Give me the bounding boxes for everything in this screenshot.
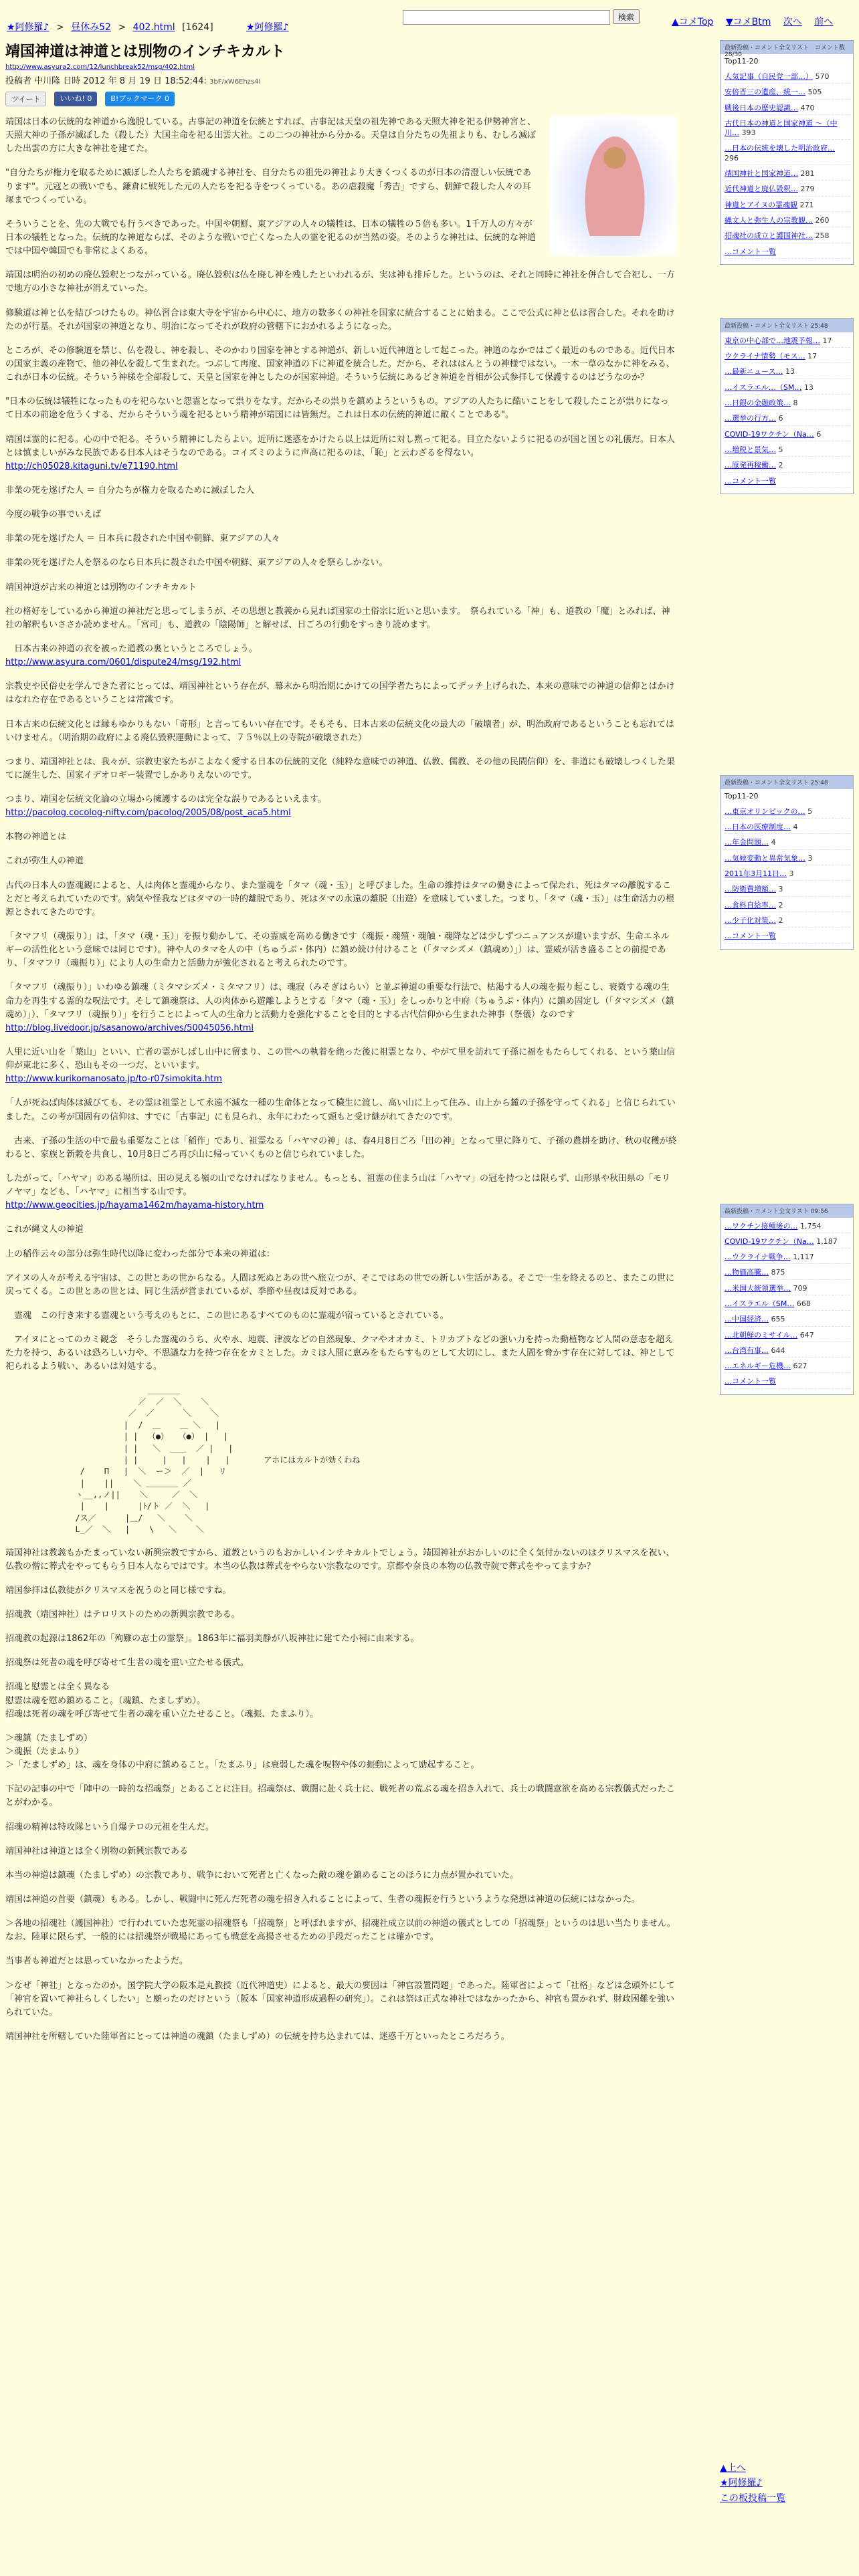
paragraph: 修験道は神と仏を結びつけたもの。神仏習合は東大寺を宇宙から中心に、地方の数多くの神社を国家に統合することに始まる。ここで公式に神と仏は習合した。それを助けたのが行基。それが国家の神道となり、明治になってそれが政府の管轄下におかれるようになった。 <box>5 308 675 332</box>
sidebar-item-count: 709 <box>793 1283 807 1293</box>
ranking-widget <box>720 318 854 494</box>
paragraph: 古来、子孫の生活の中で最も重要なことは「稲作」であり、祖霊なる「ハヤマの神」は、春4月8日ごろ「田の神」となって里に降りて、子孫の農耕を助け、秋の収穫が終わると、家族と新穀を共食し、10月8日ごろ再び山に帰っていくものと信じられていました。 <box>5 1136 677 1160</box>
sidebar-item-link[interactable]: …日銀の金融政策… <box>725 399 791 408</box>
paragraph: 本当の神道は鎮魂（たましずめ）の宗教であり、戦争において死者と亡くなった敵の魂を鎮めることのほうに力点が置かれていた。 <box>5 1870 519 1881</box>
paragraph: 「タマフリ（魂振り）」は、「タマ（魂・玉）」を振り動かして、その霊威を高める働きです（魂振・魂殖・魂触・魂降などは少しずつニュアンスが違いますが、生命エネルギーの活性化という意味では同じです）。神や人のタマを人の中（ちゅうぶ・体内）に鎮め続け付けること（「タマシズメ（鎮魂め）」）は、霊威が活き盛ることの前提であり、「タマフリ（魂振り）」により人の生命力と活動力が強化されると考えられたのです。 <box>5 932 670 969</box>
sidebar-item-link[interactable]: …米国大統領選挙… <box>725 1283 791 1293</box>
sidebar-item-link[interactable]: 靖国神社と国家神道… <box>725 169 798 179</box>
article-main <box>5 40 677 2054</box>
breadcrumb-board-link[interactable]: 昼休み52 <box>71 22 111 33</box>
sidebar-item-link[interactable]: …年金問題… <box>725 838 769 847</box>
paragraph: 靖国は日本の伝統的な神道から逸脱している。古事記の神道を伝統とすれば、古事記は天皇の祖先神である天照大神を祀る伊勢神宮と、天照大神の子孫が滅ぼした（殺した）大国主命を祀る出雲大社。この二つの神社から分かる。天皇は自分たちの先祖よりも、むしろ滅ぼした出雲の方に大きな神社を建てた。 <box>5 117 537 154</box>
sidebar-list-item <box>725 803 850 819</box>
sidebar-list-item <box>725 395 850 410</box>
sidebar-item-count: 8 <box>793 399 798 408</box>
paragraph: 靖国神社を所轄していた陸軍省にとっては神道の魂鎮（たましずめ）の伝統を持ち込まれては、迷惑千万といったところだろう。 <box>5 2032 510 2042</box>
sidebar-item-link[interactable]: …東京オリンピックの… <box>725 807 805 816</box>
paragraph: アイヌの人々が考える宇宙は、この世とあの世からなる。人間は死ぬとあの世へ旅立つが、そこではあの世での新しい生活がある。そこで一生を終えるのと、またこの世に戻ってくる。この世とあの世とは、同じ生活が営まれているが、季節や昼夜は反対である。 <box>5 1273 674 1297</box>
sidebar-item-link[interactable]: …日本の伝統を壊した明治政府… <box>725 144 835 153</box>
paragraph: 非業の死を遂げた人 ＝ 日本兵に殺された中国や朝鮮、東アジアの人々 <box>5 534 280 544</box>
sidebar-item-count: 13 <box>785 367 795 377</box>
sidebar-item-count: 281 <box>800 169 815 179</box>
comment-top-link[interactable]: ▲コメTop <box>672 17 714 27</box>
sidebar-item-count: 1,117 <box>793 1253 814 1262</box>
paragraph: 人里に近い山を「葉山」といい、亡者の霊がしばし山中に留まり、この世への執着を絶った後に祖霊となり、やがて里を訪れて子孫に福をもたらしてくれる、という葉山信仰が東北に多く、恐山もその一つだ、といいます。 <box>5 1047 676 1071</box>
sidebar-list-item <box>725 140 850 165</box>
sidebar-list-item <box>725 928 850 943</box>
paragraph: 靖国は明治の初めの廃仏毀釈とつながっている。廃仏毀釈は仏を廃し神を残したといわれるが、実は神も排斥した。というのは、それと同時に神社を併合して合祀し、一方で地方の小さな神社が消えていった。 <box>5 270 675 294</box>
source-link[interactable]: http://www.asyura.com/0601/dispute24/msg/192.html <box>5 657 242 668</box>
paragraph: 「タマフリ（魂振り）」いわゆる鎮魂（ミタマシズメ・ミタマフリ）は、魂寂（みそぎはらい）と並ぶ神道の重要な行法で、枯渇する人の魂を振り起こし、衰微する魂の生命力を再生する霊的な呪法です。そして鎮魂祭は、人の肉体から遊離しようとする「タマ（魂・玉）」をしっかりと中府（ちゅうぶ・体内）に鎮め固定し（「タマシズメ（鎮魂め）」）、「タマフリ（魂振り）」を行うことによって人の生命力と活動力を強化することを目的とする古代信仰から生まれた神事（祭儀）なのです <box>5 982 674 1020</box>
sidebar-item-count: 1,754 <box>799 1221 822 1230</box>
sidebar-list-item <box>725 850 850 865</box>
paragraph: 靖国神社は神道とは全く別物の新興宗教である <box>5 1846 189 1856</box>
sidebar-item-link[interactable]: COVID-19ワクチン（Na… <box>725 1237 814 1246</box>
sidebar-item-count: 6 <box>778 414 783 423</box>
sidebar-list-item <box>725 1295 850 1311</box>
paragraph: 慰霊は魂を慰め鎮めること。（魂鎮、たましずめ）。 <box>5 1695 206 1706</box>
sidebar-item-link[interactable]: …北朝鮮のミサイル… <box>725 1330 798 1339</box>
sidebar-list-item <box>725 865 850 881</box>
sidebar-item-link[interactable]: …防衛費増額… <box>725 885 776 894</box>
sidebar-item-link[interactable]: 東京の中心部で…地震予報… <box>725 336 820 345</box>
prev-link[interactable]: 前へ <box>814 17 834 27</box>
sidebar-list-item <box>725 227 850 243</box>
sidebar-item-link[interactable]: …食料自給率… <box>725 900 776 909</box>
tweet-button[interactable]: ツイート <box>5 92 46 106</box>
widget-list <box>721 68 853 264</box>
breadcrumb <box>7 20 217 33</box>
sidebar-item-link[interactable]: …エネルギー危機… <box>725 1362 791 1371</box>
sidebar-list-item <box>725 197 850 212</box>
paragraph: 上の稲作云々の部分は弥生時代以降に変わった部分で本来の神道は： <box>5 1249 275 1259</box>
ascii-art: ＿＿＿＿ ／ ／ ＼ ＼ ／ ／ ＼ ＼ | / ＿ ＿ ＼ | | | （●） （●） | | | | ＼ ＿＿ ／ | | | | | | | | アホにはカルトが効くわね / П | ＼ ー＞ ／ | リ | || ＼ ＿＿＿＿ ／ ヽ__,,ノ|| ＼ ／ ＼ | | |ﾄ/ト ／ ＼ | /ス／ |＿/ ＼ ＼ L_／ ＼ | \ ＼ ＼ <box>75 1385 361 1535</box>
sidebar-item-count: 296 <box>725 153 739 163</box>
widget-subtitle: Top11-20 <box>725 791 759 800</box>
paragraph: 靖国は霊的に祀る。心の中で祀る。そういう精神にしたらよい。近所に迷惑をかけたら以上は近所に対し黙って祀る。目立たないように祀るのが国と国との礼儀だ。日本人とは慎ましいがみな民族である日本人はそうなのである。コイズミのように声高に祀るのは、「恥」と云わざるを得ない。 <box>5 434 676 458</box>
sidebar-item-count: 644 <box>771 1346 785 1355</box>
paragraph: 靖国神社は教義もかたまっていない新興宗教ですから、道教というのもおかしいインチキカルトでしょう。靖国神社がおかしいのに全く気付かないのはクリスマスを祝い、仏教の僧に葬式をやってもらう日本人ならではです。本当の仏教は葬式をやらない宗教なのです。京都や奈良の本物の仏教寺院で葬式をやってますか？ <box>5 1547 675 1572</box>
sidebar-item-link[interactable]: 2011年3月11日… <box>725 869 787 879</box>
sidebar-item-count: 4 <box>793 823 798 832</box>
widget-list <box>721 803 853 949</box>
sidebar-item-count: 1,187 <box>816 1237 838 1246</box>
favorite-link[interactable]: ★阿修羅♪ <box>246 22 289 33</box>
paragraph: 本物の神道とは <box>5 832 67 843</box>
widget-header: 最新投稿・コメント全文リスト 09:56 <box>721 1204 853 1218</box>
paragraph: 非業の死を遂げた人 ＝ 自分たちが権力を取るために滅ぼした人 <box>5 485 255 496</box>
sidebar-item-count: 2 <box>778 461 783 470</box>
widget-list <box>721 1218 853 1394</box>
sidebar-item-link[interactable]: 戦後日本の歴史認識… <box>725 103 798 112</box>
post-meta <box>5 74 677 86</box>
sidebar-item-link[interactable]: …原発再稼働… <box>725 461 776 470</box>
sidebar-item-count: 271 <box>799 200 814 209</box>
poster-id: 3bF/xW6Ehzs4I <box>209 78 261 86</box>
illustration-image <box>550 116 677 256</box>
comment-count: [1624] <box>182 22 213 33</box>
sidebar-list-item <box>725 441 850 457</box>
sidebar-item-count: 4 <box>771 838 776 847</box>
page-nav <box>672 15 842 28</box>
breadcrumb-home-link[interactable]: ★阿修羅♪ <box>7 22 50 33</box>
hatena-bookmark-button[interactable]: B!ブックマーク 0 <box>105 92 175 106</box>
sidebar-item-count: 570 <box>815 72 830 81</box>
sidebar-item-count: 260 <box>815 215 830 225</box>
sidebar-list-item <box>725 473 850 488</box>
paragraph: ＞魂鎮（たましずめ） ＞魂振（たまふり） ＞「たましずめ」は、魂を身体の中府に鎮めること。「たまふり」は衰弱した魂を呪物や体の振動によって励起すること。 <box>5 1733 480 1771</box>
sidebar-item-count: 17 <box>807 352 818 361</box>
paragraph: 靖国神道が古来の神道とは別物のインチキカルト <box>5 582 197 593</box>
sidebar-item-count: 258 <box>815 231 830 241</box>
sidebar-list-item <box>725 819 850 834</box>
sidebar-item-link[interactable]: …中国経済… <box>725 1315 769 1324</box>
sidebar-item-link[interactable]: …日本の医療制度… <box>725 823 791 832</box>
sidebar-item-link[interactable]: …気候変動と異常気象… <box>725 853 805 863</box>
sidebar-item-link[interactable]: …物価高騰… <box>725 1268 769 1277</box>
next-link[interactable]: 次へ <box>783 17 802 27</box>
go-top-link[interactable]: ▲上へ <box>720 2463 746 2474</box>
sidebar-item-count: 17 <box>822 336 832 345</box>
sidebar-item-count: 2 <box>778 900 783 909</box>
paragraph: 古代の日本人の霊魂観によると、人は肉体と霊魂からなり、また霊魂を「タマ（魂・玉）」と呼びました。生命の維持はタマの働きによって保たれ、死はタマの離脱することだと考えられていたのです。病気や怪我などはタマの一時的離脱であり、死はタマの永遠の離脱（出遊）を意味していました。つまり、「タマ（魂・玉）」は生命活力の根源とされてきたのです。 <box>5 880 674 918</box>
paragraph: 招魂教の起源は1862年の「殉難の志士の霊祭」。1863年に福羽美静が八坂神社に建てた小祠に由来する。 <box>5 1634 419 1644</box>
paragraph: 招魂は死者の魂を呼び寄せて生者の魂を重い立たせること。（魂振、たまふり）。 <box>5 1709 319 1719</box>
sidebar-list-item <box>725 1327 850 1342</box>
article-title: 靖国神道は神道とは別物のインチキカルト <box>5 43 286 60</box>
top-bar <box>0 0 859 40</box>
sidebar-item-count: 5 <box>778 445 783 454</box>
paragraph: つまり、靖国神社とは、我々が、宗教史家たちがこよなく愛する日本の伝統的文化（純粋な意味での神道、仏教、儒教、その他の民間信仰）を、非道にも破壊しつくした果てに誕生した、国家イデオロギー装置でしかありえないのです。 <box>5 756 676 780</box>
sidebar-list-item <box>725 881 850 896</box>
paragraph: つまり、靖国を伝統文化論の立場から擁護するのは完全な誤りであるといえます。 <box>5 794 326 805</box>
sidebar-list-item <box>725 165 850 181</box>
paragraph: 今度の戦争の事でいえば <box>5 510 102 520</box>
paragraph: これが弥生人の神道 <box>5 856 84 867</box>
paragraph: ＞なぜ「神社」となったのか。国学院大学の阪本是丸教授（近代神道史）によると、最大の要因は「神官設置問題」であった。陸軍省によって「社格」などは念頭外にして「神官を置いて神社らしくしたい」と願ったのだけという（阪本「国家神道形成過程の研究」）。これは祭は正式な神社ではなかったから、神官も置かれず、財政困難を強いられていた。 <box>5 1980 675 2018</box>
ranking-widget <box>720 1204 854 1395</box>
board-list-link[interactable]: この板投稿一覧 <box>720 2492 785 2504</box>
source-link[interactable]: http://www.geocities.jp/hayama1462m/hayama-history.htm <box>5 1200 264 1211</box>
sidebar-item-link[interactable]: …最新ニュース… <box>725 367 783 377</box>
sidebar-item-link[interactable]: …増税と景気… <box>725 445 776 454</box>
paragraph: 「人が死ねば肉体は滅びても、その霊は祖霊として永遠不滅な一種の生命体となって穢生に渡し、高い山に上って住み、山上から麓の子孫を守ってくれる」と信じられていました。この考が国固有の信仰は、すでに「古事記」にも見られ、永年にわたって頭もと受け継がれてきたのです。 <box>5 1098 676 1122</box>
sidebar-list-item <box>725 84 850 99</box>
sidebar-list-item <box>725 1249 850 1264</box>
paragraph: 招魂の精神は特攻隊という自爆テロの元祖を生んだ。 <box>5 1822 215 1832</box>
sidebar-item-link[interactable]: …コメント一覧 <box>725 932 776 941</box>
sidebar-item-count: 279 <box>800 185 815 194</box>
sidebar-list-item <box>725 1218 850 1233</box>
sidebar-list-item <box>725 68 850 84</box>
widget-header: 最新投稿・コメント全文リスト コメント数 28/30 <box>721 41 853 54</box>
comment-bottom-link[interactable]: ▼コメBtm <box>725 17 771 27</box>
sidebar-item-link[interactable]: …選挙の行方… <box>725 414 776 423</box>
article-body <box>5 116 677 2044</box>
home-link[interactable]: ★阿修羅♪ <box>720 2478 763 2489</box>
paragraph: 非業の死を遂げた人を祭るのなら日本兵に殺された中国や朝鮮、東アジアの人々を祭らしかない。 <box>5 558 388 568</box>
sidebar-item-link[interactable]: 人気記事（自民党一部…） <box>725 72 813 81</box>
paragraph: 招魂と慰霊とは全く異なる <box>5 1682 110 1693</box>
sidebar-item-link[interactable]: …ウクライナ戦争… <box>725 1253 791 1262</box>
sidebar-list-item <box>725 212 850 227</box>
sidebar-item-count: 5 <box>807 807 813 816</box>
sidebar-item-link[interactable]: …ワクチン接種後の… <box>725 1221 798 1230</box>
paragraph: 日本古来の伝統文化とは縁もゆかりもない「奇形」と言ってもいい存在です。そもそも、日本古来の伝統文化の最大の「破壊者」が、明治政府であるということも忘れてはいけません。（明治期の政府による廃仏毀釈運動によって、７５％以上の寺院が破壊された） <box>5 719 674 743</box>
sidebar-item-count: 505 <box>807 88 822 97</box>
paragraph: 招魂祭は死者の魂を呼び寄せて生者の魂を重い立たせる儀式。 <box>5 1658 250 1669</box>
source-link[interactable]: http://ch05028.kitaguni.tv/e71190.html <box>5 461 178 471</box>
sidebar-item-link[interactable]: 安倍晋三の遺産、統一… <box>725 88 805 97</box>
bottom-nav <box>720 2461 785 2506</box>
post-meta-text: 投稿者 中川隆 日時 2012 年 8 月 19 日 18:52:44: <box>5 76 207 86</box>
facebook-like-button[interactable]: いいね! 0 <box>54 92 97 106</box>
sidebar-list-item <box>725 243 850 259</box>
sidebar-item-link[interactable]: …台湾有事… <box>725 1346 769 1355</box>
share-buttons <box>5 92 677 106</box>
paragraph: アイヌにとってのカミ観念 そうした霊魂のうち、火や水、地震、津波などの自然現象、クマやオオカミ、トリカブトなどの強い力を持った動植物など人間の意志を超えた力を持つ、あるいは恐ろしい力や、不思議な力を持つ存在をカミとした。カミは人間に恵みをもたらすものとして大切にし、また人間を脅かす存在に対しては、神として祀られるよう戦い、あるいは対処する。 <box>5 1335 675 1372</box>
sidebar-list-item <box>725 410 850 425</box>
sidebar-item-count: 470 <box>800 103 815 112</box>
sidebar-list-item <box>725 1342 850 1358</box>
paragraph: 靖国は神道の首要（鎮魂）もある。しかし、戦闘中に死んだ死者の魂を招き入れることによって、生者の魂振を行うというような発想は神道の伝統にはなかった。 <box>5 1895 640 1905</box>
paragraph: "自分たちが権力を取るために滅ぼした人たちを鎮魂する神社を、自分たちの祖先の神社より大きくつくるのが日本の清澄しい伝統であります"。元寇との戦いでも、鎌倉に戦死した元の人たちを祀る寺をつくっている。あの虐殺魔「秀吉」ですら、朝鮮で殺した人々の耳塚までつくっている。 <box>5 168 531 205</box>
paragraph: 当事者も神道だとは思っていなかったようだ。 <box>5 1956 189 1967</box>
sidebar-item-count: 875 <box>771 1268 785 1277</box>
sidebar-item-link[interactable]: …コメント一覧 <box>725 1377 776 1386</box>
paragraph: これが縄文人の神道 <box>5 1224 84 1235</box>
sidebar-item-count: 13 <box>803 383 814 392</box>
source-link[interactable]: http://www.kurikomanosato.jp/to-r07simokita.htm <box>5 1074 222 1085</box>
widget-header: 最新投稿・コメント全文リスト 25:48 <box>721 776 853 789</box>
sidebar-item-link[interactable]: 神道とアイヌの霊魂観 <box>725 200 798 209</box>
sidebar-item-count: 655 <box>771 1315 785 1324</box>
sidebar-list-item <box>725 1280 850 1295</box>
sidebar-list-item <box>725 897 850 912</box>
sidebar-list-item <box>725 1264 850 1279</box>
sidebar-item-link[interactable]: …少子化対策… <box>725 916 776 925</box>
ranking-widget <box>720 40 854 265</box>
sidebar-list-item <box>725 1233 850 1249</box>
paragraph: ところが、その修験道を禁じ、仏を殺し、神を殺し、そのかわり国家を神とする神道が、新しい近代神道として起こった。神道のなかではごく最近のものである。近代日本の国家主義の産物で、他の神仏を殺して生まれた。つぶして再度、国家神道の下に神道を統合した。だから、それははんとうの神様ではない。一木一草のなかに神をみる、これが日本の伝統。そういう神様を全部殺して、天皇と国家を神としたのが国家神道。そういう伝統にあるどき神道を首相が公式参拝して保護するのはどうなのか？ <box>5 345 675 383</box>
sidebar-list-item <box>725 363 850 379</box>
sidebar-item-count: 668 <box>796 1299 811 1308</box>
sidebar-list-item <box>725 181 850 196</box>
sidebar-list-item <box>725 834 850 849</box>
sidebar-item-count: 3 <box>778 885 783 894</box>
breadcrumb-separator: > <box>56 22 64 33</box>
paragraph: 宗教史や民俗史を学んできた者にとっては、靖国神社という存在が、幕末から明治期にかけての国学者たちによってデッチ上げられた、本来の意味での神道の信仰とはかけはなれた存在であるということは常識です。 <box>5 681 675 706</box>
source-link[interactable]: http://blog.livedoor.jp/sasanowo/archives/50045056.html <box>5 1023 254 1033</box>
paragraph: したがって、「ハヤマ」のある場所は、田の見える嶺の山でなければなりません。もっとも、祖霊の住まう山は「ハヤマ」の冠を持つとは限らず、山形県や秋田県の「モリノヤマ」なども、「ハヤマ」に相当する山です。 <box>5 1174 670 1198</box>
sidebar-item-count: 3 <box>789 869 794 879</box>
paragraph: ＞各地の招魂社（護国神社）で行われていた忠死霊の招魂祭も「招魂祭」と呼ばれますが、招魂社成立以前の神道の儀式としての「招魂祭」というのは思い当たりません。なお、陸軍に限らず、一般的には招魂祭が戦場にあっても戦意を高揚させるための手段だったことは確かです。 <box>5 1919 676 1943</box>
paragraph: そういうことを、先の大戦でも行うべきであった。中国や朝鮮、東アジアの人々の犠牲は、日本の犠牲の５倍も多い。1千万人の方々が日本の犠牲となった。伝統的な神道ならば、そのような戦いで亡くなった人の霊を祀るのが当然の姿。そのような神社は、伝統的な神道では中国や韓国でも非常によくある。 <box>5 219 537 257</box>
sidebar-list-item <box>725 100 850 115</box>
sidebar-item-count: 2 <box>778 916 783 925</box>
source-link[interactable]: http://pacolog.cocolog-nifty.com/pacolog/2005/08/post_aca5.html <box>5 808 291 819</box>
sidebar-list-item <box>725 426 850 441</box>
paragraph: 下記の記事の中で「陣中の一時的な招魂祭」とあることに注目。招魂祭は、戦闘に赴く兵士に、戦死者の荒ぶる魂を招き入れて、兵士の戦闘意欲を高める宗教儀式だったことがわかる。 <box>5 1784 675 1808</box>
sidebar-list-item <box>725 115 850 140</box>
ranking-widget <box>720 775 854 950</box>
breadcrumb-page-link[interactable]: 402.html <box>132 22 175 33</box>
sidebar-item-link[interactable]: ウクライナ情勢（モス… <box>725 352 805 361</box>
paragraph: "日本の伝統は犠牲になったものを祀らないと怨霊となって祟りをなす。だからその祟りを鎮めようというもの。アジアの人たちに酷いことをして殺したことが祟りになって日本の前途を危うくする、だからそういう魂を祀るという精神が靖国には皆無だ。これは日本の伝統的神道に敵くことである"。 <box>5 397 669 421</box>
widget-subtitle: Top11-20 <box>725 57 759 66</box>
sidebar-item-link[interactable]: …イスラエル（SM… <box>725 1299 795 1308</box>
sidebar-item-link[interactable]: COVID-19ワクチン（Na… <box>725 429 814 439</box>
search-button[interactable]: 検索 <box>613 9 640 24</box>
sidebar-item-link[interactable]: 縄文人と弥生人の宗教観… <box>725 215 813 225</box>
paragraph: 招魂教（靖国神社）はテロリストのための新興宗教である。 <box>5 1610 240 1620</box>
breadcrumb-separator: > <box>118 22 126 33</box>
search-box <box>403 9 640 25</box>
sidebar-list-item <box>725 1311 850 1326</box>
search-input[interactable] <box>403 10 610 25</box>
article-url[interactable]: http://www.asyura2.com/12/lunchbreak52/msg/402.html <box>5 64 195 71</box>
paragraph: 靖国参拝は仏教徒がクリスマスを祝うのと同じ様ですね。 <box>5 1585 231 1596</box>
sidebar-list-item <box>725 1358 850 1373</box>
widget-list <box>721 332 853 494</box>
paragraph: 霊魂 この行き来する霊魂という考えのもとに、この世にあるすべてのものに霊魂が宿っているとされている。 <box>5 1311 449 1321</box>
sidebar-item-link[interactable]: 古代日本の神道と国家神道 〜（中川… <box>725 118 838 138</box>
widget-header: 最新投稿・コメント全文リスト 25:48 <box>721 319 853 332</box>
sidebar-item-link[interactable]: …コメント一覧 <box>725 247 776 256</box>
sidebar-item-link[interactable]: …コメント一覧 <box>725 476 776 486</box>
ascii-art-caption: アホにはカルトが効くわね <box>264 1455 361 1465</box>
sidebar-list-item <box>725 348 850 363</box>
sidebar-item-link[interactable]: 招魂社の成立と護国神社… <box>725 231 813 241</box>
paragraph: 日本古来の神道の衣を被った道教の裏というところでしょう。 <box>5 643 258 654</box>
sidebar-list-item <box>725 912 850 928</box>
sidebar-list-item <box>725 457 850 472</box>
sidebar-item-count: 3 <box>807 853 813 863</box>
sidebar-item-count: 393 <box>741 128 756 138</box>
sidebar-item-link[interactable]: 近代神道と廃仏毀釈… <box>725 185 798 194</box>
sidebar-item-count: 647 <box>799 1330 814 1339</box>
sidebar-item-count: 6 <box>816 429 822 439</box>
sidebar <box>720 40 854 1432</box>
paragraph: 社の格好をしているから神道の神社だと思ってしまうが、その思想と教義から見れば国家の土俗宗に近いと思います。 祭られている「神」も、道教の「魔」とみれば、神社の解釈もいささか読めません。「宮司」も、道教の「陰陽師」と解せば、日ごろの行動をすっきり読めます。 <box>5 606 670 630</box>
sidebar-list-item <box>725 332 850 348</box>
sidebar-item-count: 627 <box>793 1362 807 1371</box>
sidebar-list-item <box>725 379 850 395</box>
sidebar-item-link[interactable]: …イスラエル…（SM… <box>725 383 802 392</box>
sidebar-list-item <box>725 1373 850 1388</box>
